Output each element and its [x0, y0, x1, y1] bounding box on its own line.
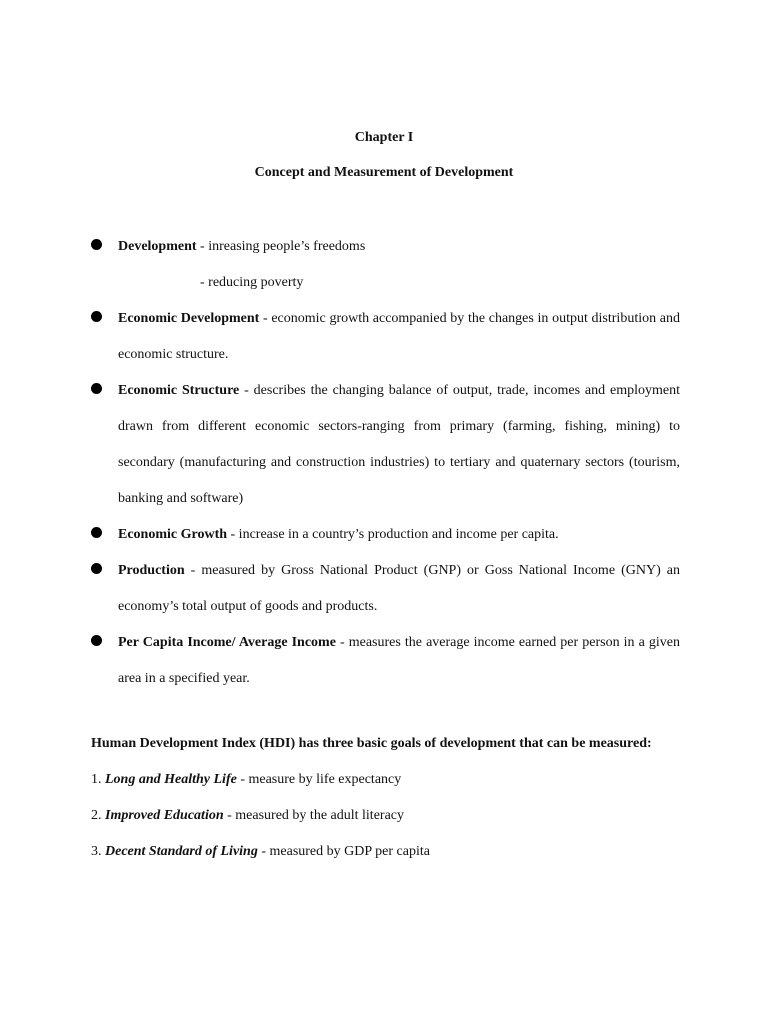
goal-term: Long and Healthy Life: [105, 772, 237, 787]
definition-text: - describes the changing balance of output, trade, incomes and employment drawn from different economic sectors-ranging from primary (farming, fishing, mining) to secondary (manufacturing and construction industries) to tertiary and quaternary sectors (tourism, banking and software): [118, 383, 680, 506]
bullet-dot-icon: [91, 527, 102, 538]
list-item: [91, 229, 680, 301]
hdi-goal: [91, 834, 680, 870]
definition-continuation: - reducing poverty: [200, 275, 304, 290]
hdi-intro: Human Development Index (HDI) has three basic goals of development that can be measured:: [91, 736, 652, 751]
list-item: [91, 517, 680, 553]
list-item: [91, 373, 680, 517]
goal-number: 1.: [91, 772, 105, 787]
list-item: [91, 625, 680, 697]
list-item: [91, 553, 680, 625]
definition-term: Economic Structure: [118, 383, 240, 398]
bullet-dot-icon: [91, 311, 102, 322]
bullet-dot-icon: [91, 635, 102, 646]
definition-text: - measured by Gross National Product (GNP) or Goss National Income (GNY) an economy’s total output of goods and products.: [118, 563, 680, 614]
definition-term: Development: [118, 239, 197, 254]
goal-number: 3.: [91, 844, 105, 859]
goal-term: Improved Education: [105, 808, 224, 823]
hdi-goal: [91, 798, 680, 834]
goal-term: Decent Standard of Living: [105, 844, 258, 859]
hdi-goal: [91, 762, 680, 798]
definition-term: Per Capita Income/ Average Income: [118, 635, 336, 650]
bullet-dot-icon: [91, 239, 102, 250]
goal-number: 2.: [91, 808, 105, 823]
goal-text: - measured by the adult literacy: [223, 808, 404, 823]
bullet-dot-icon: [91, 563, 102, 574]
goal-text: - measured by GDP per capita: [257, 844, 430, 859]
hdi-section: [91, 726, 680, 870]
goal-text: - measure by life expectancy: [236, 772, 402, 787]
definition-text: - measures the average income earned per person in a given area in a specified year.: [118, 635, 680, 686]
chapter-subtitle: Concept and Measurement of Development: [254, 165, 514, 180]
chapter-heading: Chapter I: [354, 130, 414, 145]
list-item: [91, 301, 680, 373]
definition-term: Economic Development: [118, 311, 260, 326]
definition-term: Economic Growth: [118, 527, 228, 542]
definition-text: - inreasing people’s freedoms: [196, 239, 366, 254]
bullet-dot-icon: [91, 383, 102, 394]
definition-term: Production: [118, 563, 185, 578]
definition-text: - increase in a country’s production and income per capita.: [227, 527, 559, 542]
definition-text: - economic growth accompanied by the changes in output distribution and economic structure.: [118, 311, 680, 362]
definitions-list: [91, 229, 680, 697]
